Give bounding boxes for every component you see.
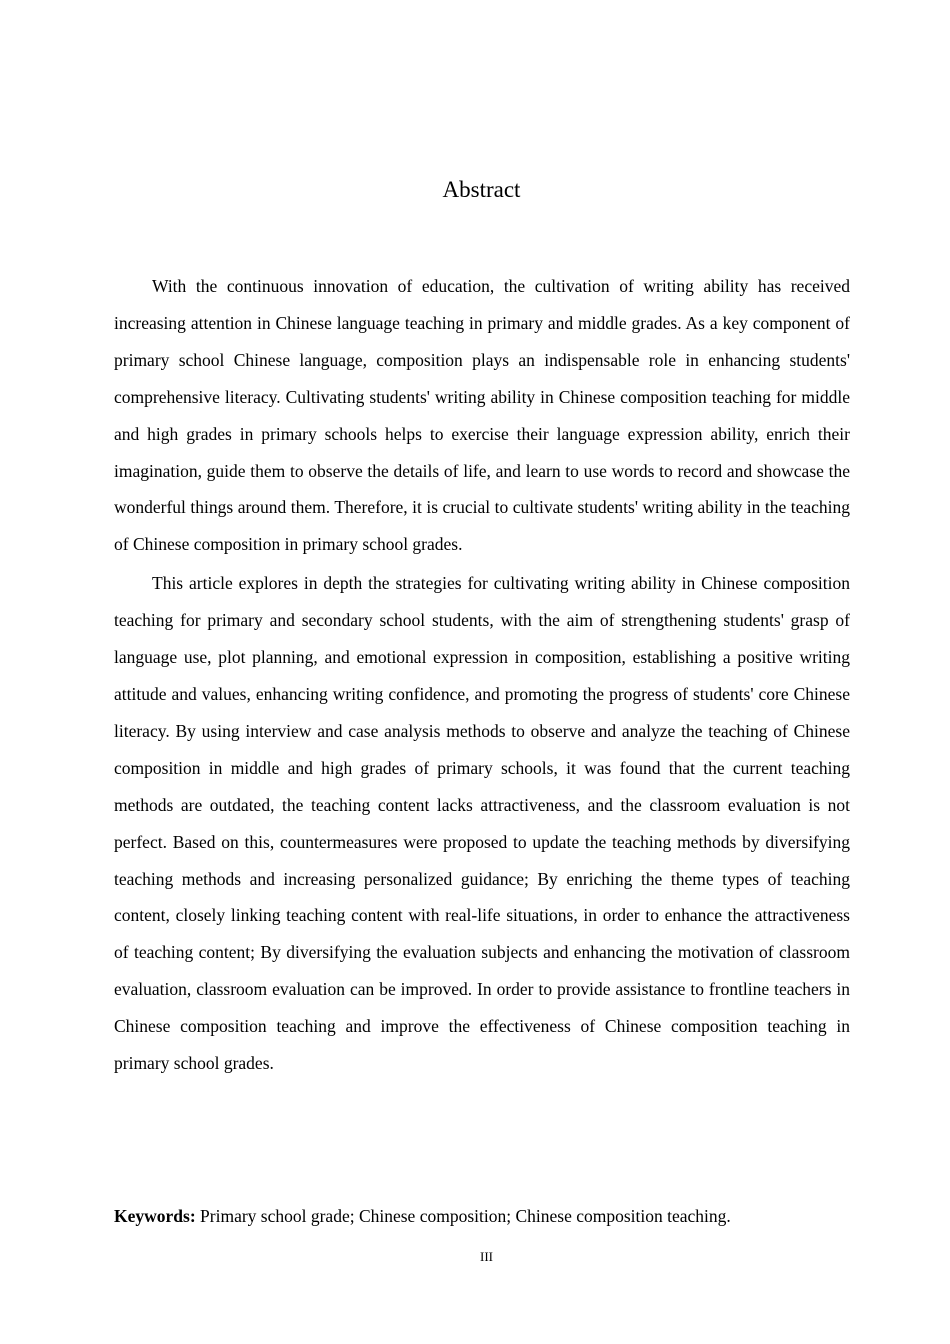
- keywords-text: Primary school grade; Chinese composition; Chinese composition teaching.: [200, 1206, 731, 1226]
- page-number: III: [480, 1249, 493, 1264]
- page-title: Abstract: [442, 177, 521, 202]
- keywords-label: Keywords:: [114, 1206, 196, 1226]
- abstract-paragraph-2: This article explores in depth the strategies for cultivating writing ability in Chinese composition teaching for primary and secondary school students, with the aim of strengthening students' grasp of language use, plot planning, and emotional expression in composition, establishing a positive writing attitude and values, enhancing writing confidence, and promoting the progress of students' core Chinese literacy. By using interview and case analysis methods to observe and analyze the teaching of Chinese composition in middle and high grades of primary schools, it was found that the current teaching methods are outdated, the teaching content lacks attractiveness, and the classroom evaluation is not perfect. Based on this, countermeasures were proposed to update the teaching methods by diversifying teaching methods and increasing personalized guidance; By enriching the theme types of teaching content, closely linking teaching content with real-life situations, in order to enhance the attractiveness of teaching content; By diversifying the evaluation subjects and enhancing the motivation of classroom evaluation, classroom evaluation can be improved. In order to provide assistance to frontline teachers in Chinese composition teaching and improve the effectiveness of Chinese composition teaching in primary school grades.: [114, 573, 850, 1074]
- abstract-body: [114, 268, 850, 1084]
- keywords-line: [114, 1198, 850, 1234]
- abstract-paragraph-1: With the continuous innovation of education, the cultivation of writing ability has received increasing attention in Chinese language teaching in primary and middle grades. As a key component of primary school Chinese language, composition plays an indispensable role in enhancing students' comprehensive literacy. Cultivating students' writing ability in Chinese composition teaching for middle and high grades in primary schools helps to exercise their language expression ability, enrich their imagination, guide them to observe the details of life, and learn to use words to record and showcase the wonderful things around them. Therefore, it is crucial to cultivate students' writing ability in the teaching of Chinese composition in primary school grades.: [114, 276, 850, 555]
